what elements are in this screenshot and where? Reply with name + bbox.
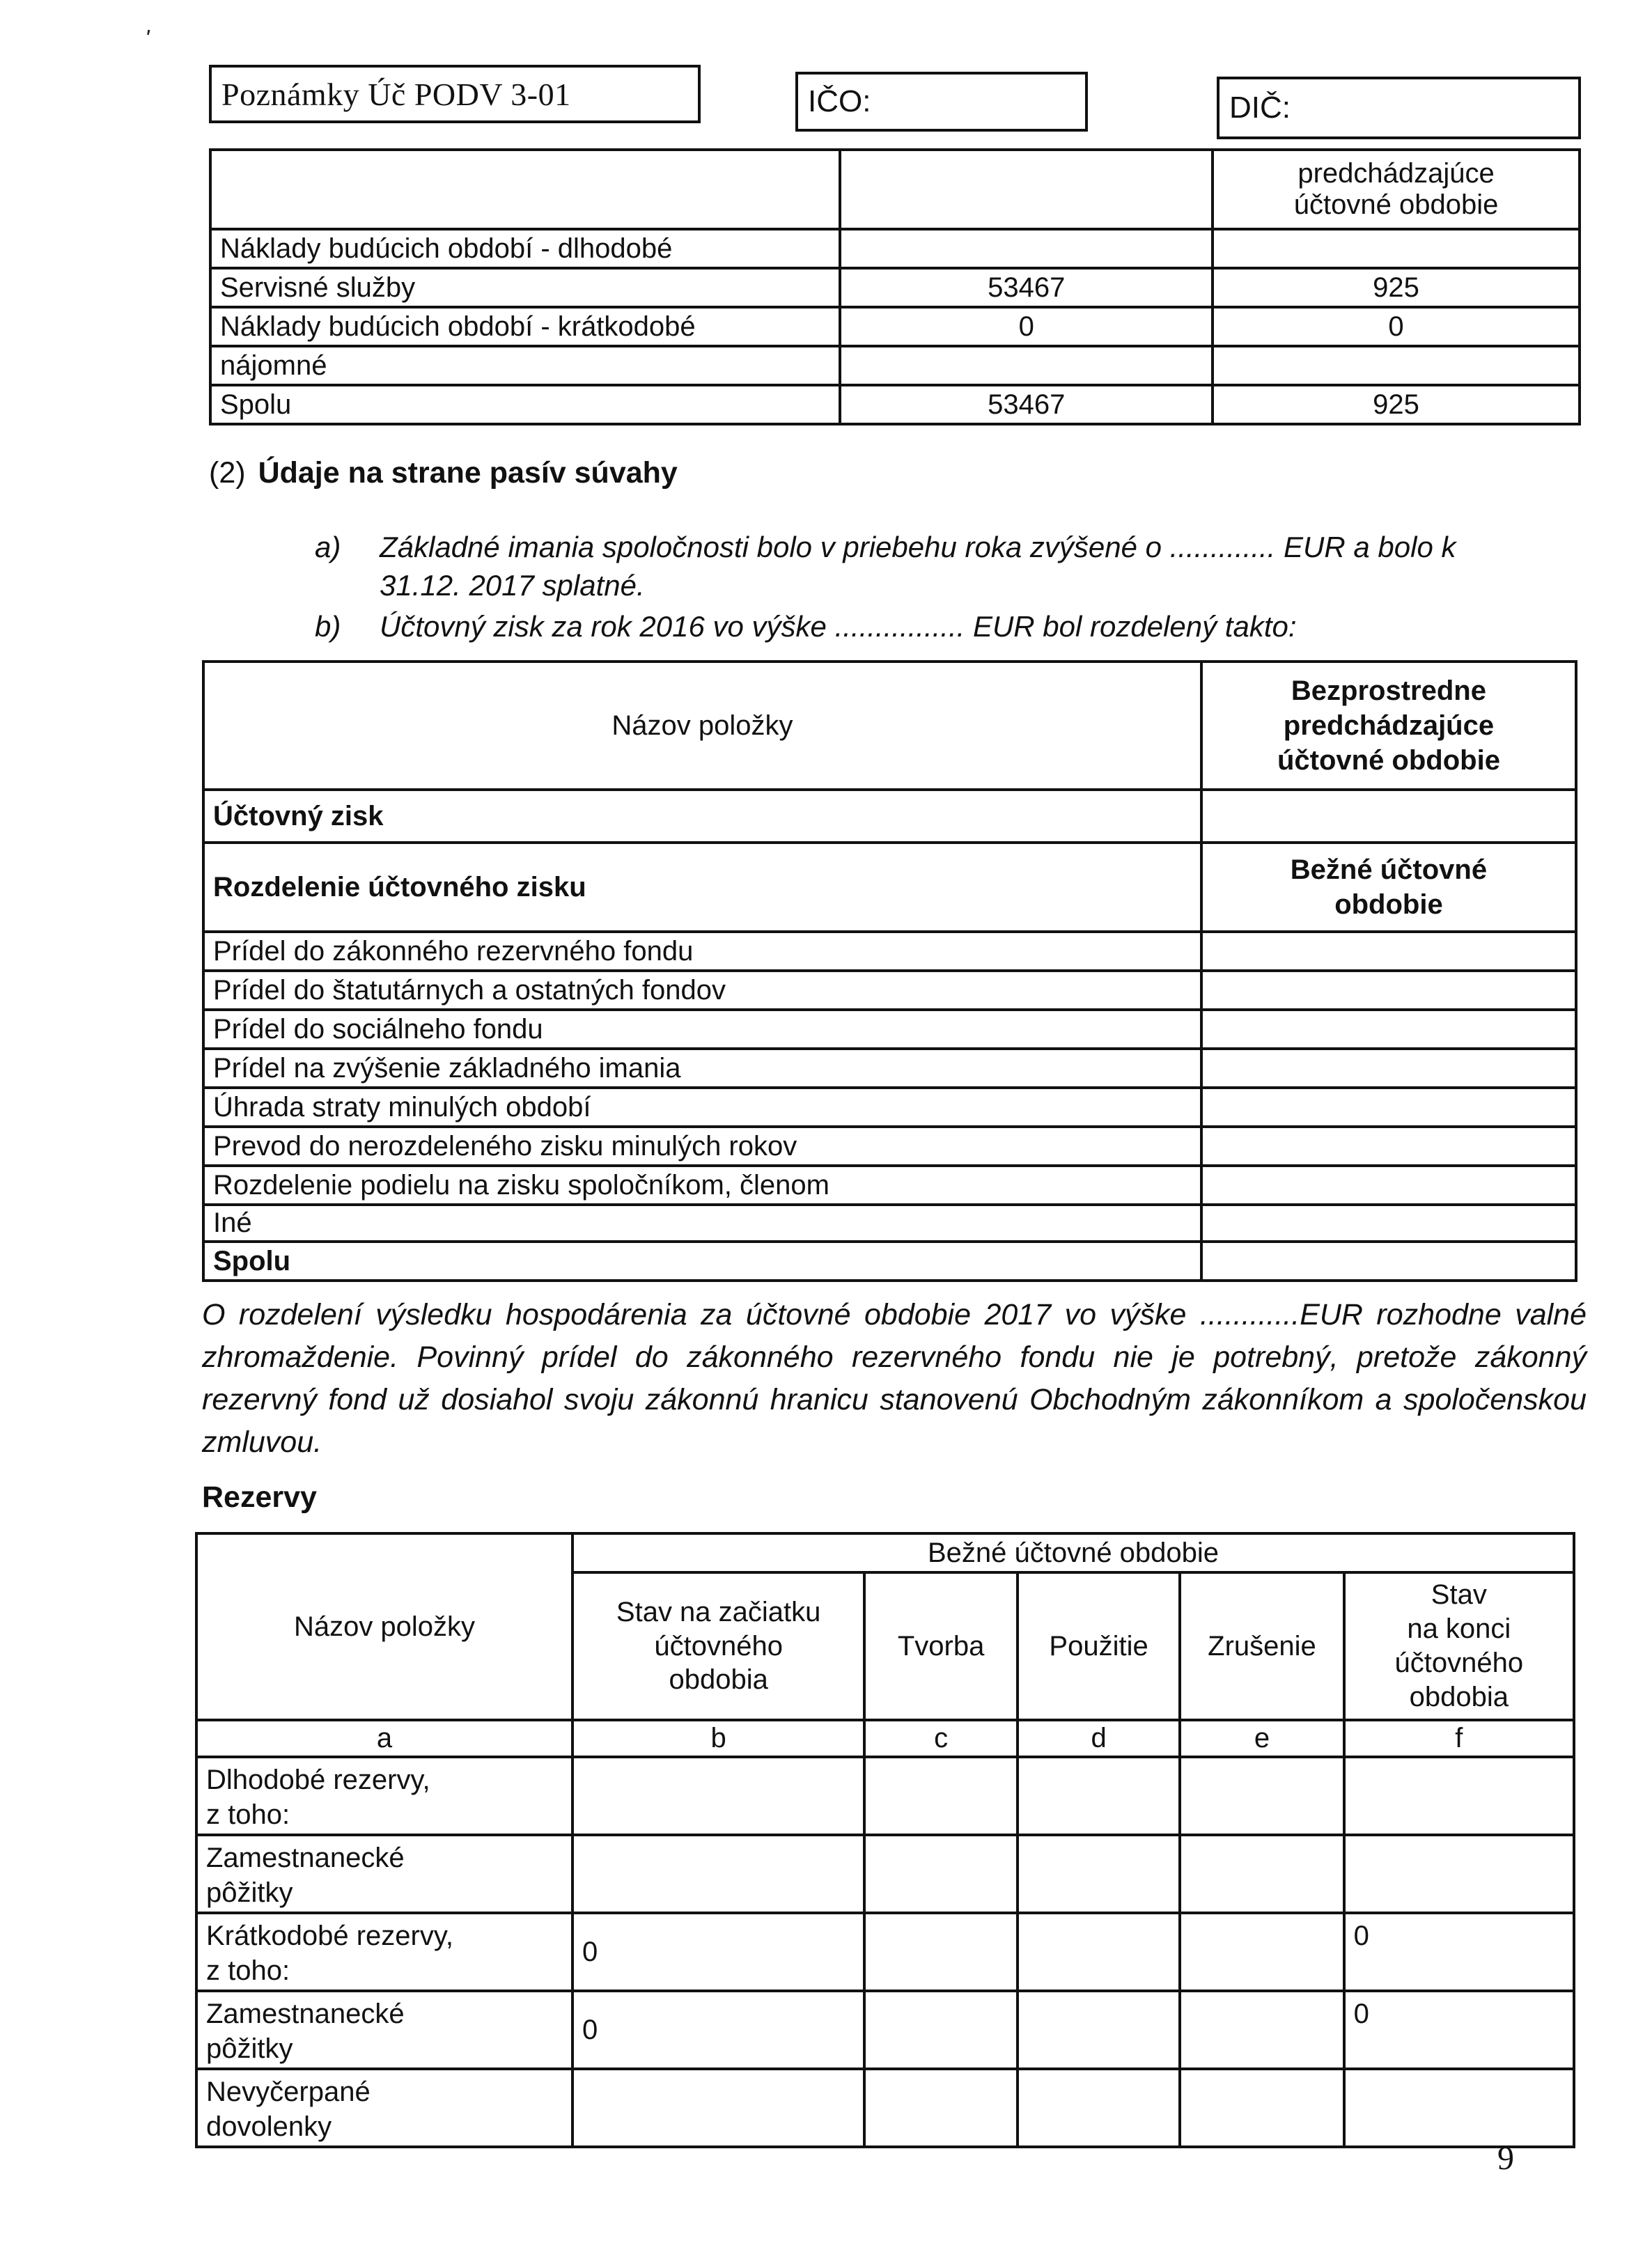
table-row (196, 1835, 1574, 1913)
list-item-a-text: Základné imania spoločnosti bolo v priebehu roka zvýšené o ............. EUR a bolo k 31.12. 2017 splatné. (380, 531, 1456, 602)
row-value (1201, 1166, 1576, 1205)
table-row (196, 2069, 1574, 2147)
cell-b: 0 (572, 1913, 864, 1991)
table-row (203, 1166, 1576, 1205)
table-row (203, 790, 1576, 843)
row-label: Prevod do nerozdeleného zisku minulých rokov (203, 1127, 1201, 1166)
form-title: Poznámky Úč PODV 3-01 (221, 76, 571, 112)
cell-f (1344, 1835, 1574, 1913)
table-row (196, 1991, 1574, 2069)
row-label: Prídel do zákonného rezervného fondu (203, 932, 1201, 971)
section-number: (2) (209, 456, 246, 490)
row-value (1201, 1088, 1576, 1127)
row-value-current: 53467 (840, 268, 1213, 307)
letter-a: a (196, 1720, 572, 1757)
cell-e (1180, 2069, 1343, 2147)
row-label: Náklady budúcich období - krátkodobé (210, 307, 840, 346)
page-number: 9 (1497, 2140, 1514, 2177)
column-letters-row (196, 1720, 1574, 1757)
reserves-table (195, 1532, 1575, 2148)
empty-header-cell (840, 150, 1213, 229)
ink-mark: ʹ (142, 24, 153, 52)
col-f-header: Stav na konci účtovného obdobia (1344, 1572, 1574, 1720)
row-label: Nevyčerpané dovolenky (196, 2069, 572, 2147)
row-value-current (840, 229, 1213, 268)
row-label: Iné (203, 1205, 1201, 1242)
cell-e (1180, 1991, 1343, 2069)
row-label: Spolu (210, 385, 840, 424)
table-row (210, 346, 1580, 385)
cell-d (1018, 1835, 1180, 1913)
table-total-row (203, 1242, 1576, 1281)
current-period-header: Bežné účtovné obdobie (1201, 843, 1576, 932)
profit-decision-paragraph: O rozdelení výsledku hospodárenia za účtovné obdobie 2017 vo výške ............EUR rozhodne valné zhromaždenie. Povinný prídel do zákonného rezervného fondu nie je potrebný, pretože zákonný rezervný fond už dosiahol svoju zákonnú hranicu stanovenú Obchodným zákonníkom a spoločenskou zmluvou. (202, 1298, 1587, 1460)
table-row (203, 1010, 1576, 1049)
col-b-header: Stav na začiatku účtovného obdobia (572, 1572, 864, 1720)
cell-c (864, 1913, 1018, 1991)
col-d-header: Použitie (1018, 1572, 1180, 1720)
row-value (1201, 932, 1576, 971)
col-e-header: Zrušenie (1180, 1572, 1343, 1720)
table-row (210, 307, 1580, 346)
dic-label: DIČ: (1229, 91, 1291, 125)
ico-field (795, 72, 1088, 132)
cell-b (572, 1835, 864, 1913)
row-label: Prídel do štatutárnych a ostatných fondov (203, 971, 1201, 1010)
table-row (210, 229, 1580, 268)
form-title-box (209, 65, 701, 123)
prev-period-header: predchádzajúce účtovné obdobie (1213, 150, 1580, 229)
row-value (1201, 790, 1576, 843)
cell-d (1018, 1991, 1180, 2069)
empty-header-cell (210, 150, 840, 229)
table-row (203, 1049, 1576, 1088)
table-header-row (196, 1533, 1574, 1572)
row-value (1201, 1205, 1576, 1242)
row-value (1201, 1127, 1576, 1166)
cell-b: 0 (572, 1991, 864, 2069)
table-row (203, 932, 1576, 971)
cell-b (572, 2069, 864, 2147)
cell-f: 0 (1344, 1991, 1574, 2069)
row-value-previous (1213, 346, 1580, 385)
row-value-current (840, 346, 1213, 385)
list-item-a-label: a) (315, 531, 341, 563)
ico-label: IČO: (808, 84, 871, 118)
row-value (1201, 1242, 1576, 1281)
cell-f: 0 (1344, 1913, 1574, 1991)
row-label: Prídel do sociálneho fondu (203, 1010, 1201, 1049)
list-item-b-text: Účtovný zisk za rok 2016 vo výške ................ EUR bol rozdelený takto: (380, 610, 1297, 643)
name-column-header: Názov položky (203, 662, 1201, 790)
table-row (210, 268, 1580, 307)
profit-distribution-table (202, 660, 1577, 1282)
cell-c (864, 1991, 1018, 2069)
row-label: Rozdelenie podielu na zisku spoločníkom, členom (203, 1166, 1201, 1205)
list-item-b-label: b) (315, 610, 341, 643)
row-label: nájomné (210, 346, 840, 385)
section-heading (209, 456, 678, 490)
cell-f (1344, 2069, 1574, 2147)
table-row (196, 1913, 1574, 1991)
letter-f: f (1344, 1720, 1574, 1757)
row-value (1201, 971, 1576, 1010)
cell-e (1180, 1757, 1343, 1835)
row-label: Prídel na zvýšenie základného imania (203, 1049, 1201, 1088)
row-value-current: 0 (840, 307, 1213, 346)
cell-c (864, 1757, 1018, 1835)
row-value-previous: 925 (1213, 268, 1580, 307)
current-period-span-header: Bežné účtovné obdobie (572, 1533, 1574, 1572)
table-header-row (203, 662, 1576, 790)
cell-e (1180, 1913, 1343, 1991)
col-c-header: Tvorba (864, 1572, 1018, 1720)
row-label: Spolu (203, 1242, 1201, 1281)
cell-d (1018, 2069, 1180, 2147)
row-label: Účtovný zisk (203, 790, 1201, 843)
prev-period-column-header: Bezprostredne predchádzajúce účtovné obdobie (1201, 662, 1576, 790)
row-label: Náklady budúcich období - dlhodobé (210, 229, 840, 268)
name-column-header: Názov položky (196, 1533, 572, 1720)
letter-b: b (572, 1720, 864, 1757)
row-label: Dlhodobé rezervy, z toho: (196, 1757, 572, 1835)
row-label: Zamestnanecké pôžitky (196, 1835, 572, 1913)
row-value-previous: 925 (1213, 385, 1580, 424)
row-value (1201, 1049, 1576, 1088)
row-label: Úhrada straty minulých období (203, 1088, 1201, 1127)
cell-b (572, 1757, 864, 1835)
table-total-row (210, 385, 1580, 424)
row-label: Krátkodobé rezervy, z toho: (196, 1913, 572, 1991)
dic-field (1217, 77, 1581, 139)
section-title: Údaje na strane pasív súvahy (258, 456, 678, 490)
row-value-current: 53467 (840, 385, 1213, 424)
row-value-previous: 0 (1213, 307, 1580, 346)
letter-c: c (864, 1720, 1018, 1757)
cell-c (864, 2069, 1018, 2147)
rezervy-heading: Rezervy (202, 1480, 317, 1514)
row-value (1201, 1010, 1576, 1049)
deferred-costs-table (209, 148, 1581, 425)
cell-d (1018, 1757, 1180, 1835)
cell-c (864, 1835, 1018, 1913)
table-row (203, 1205, 1576, 1242)
cell-d (1018, 1913, 1180, 1991)
table-row (203, 1127, 1576, 1166)
table-row (203, 971, 1576, 1010)
row-value-previous (1213, 229, 1580, 268)
table-row (196, 1757, 1574, 1835)
table-header-row (210, 150, 1580, 229)
row-label: Rozdelenie účtovného zisku (203, 843, 1201, 932)
cell-f (1344, 1757, 1574, 1835)
table-row (203, 1088, 1576, 1127)
row-label: Servisné služby (210, 268, 840, 307)
letter-d: d (1018, 1720, 1180, 1757)
row-label: Zamestnanecké pôžitky (196, 1991, 572, 2069)
cell-e (1180, 1835, 1343, 1913)
letter-e: e (1180, 1720, 1343, 1757)
table-row (203, 843, 1576, 932)
